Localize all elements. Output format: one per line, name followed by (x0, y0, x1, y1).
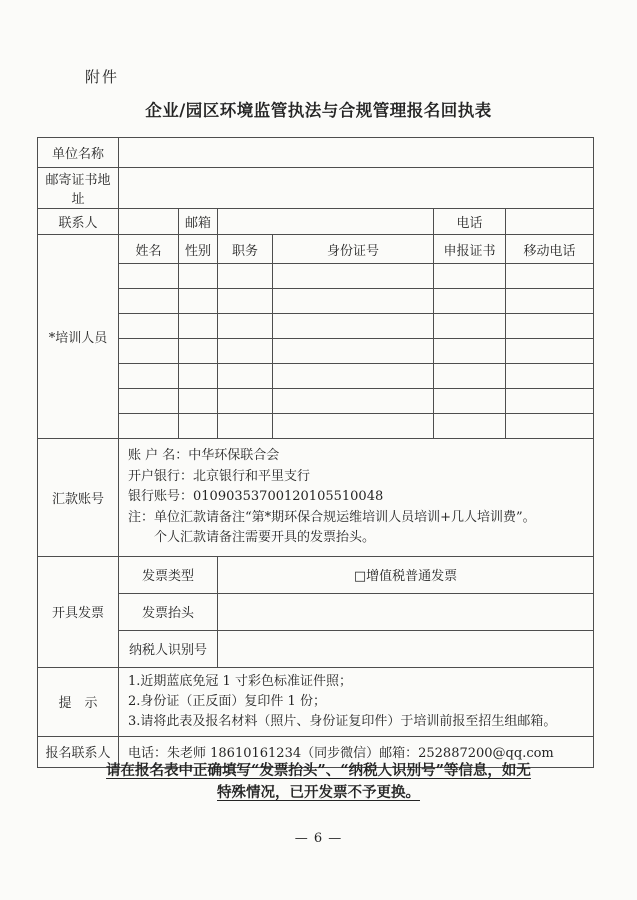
trainee-empty-cell (179, 389, 218, 414)
trainee-col-certificate: 申报证书 (434, 235, 506, 264)
registration-form-table (37, 137, 594, 768)
registration-contact-label: 报名联系人 (38, 736, 119, 767)
trainee-empty-cell (434, 289, 506, 314)
trainee-col-name: 姓名 (119, 235, 179, 264)
trainee-empty-cell (434, 364, 506, 389)
remittance-row (38, 439, 594, 557)
remittance-account-name: 账 户 名：中华环保联合会 (128, 448, 280, 463)
tips-item-1: 1.近期蓝底免冠 1 寸彩色标准证件照； (128, 673, 352, 689)
trainee-empty-cell (119, 314, 179, 339)
trainee-empty-cell (179, 364, 218, 389)
trainee-empty-row (38, 264, 594, 289)
trainee-empty-cell (273, 264, 434, 289)
contact-label: 联系人 (38, 209, 119, 235)
contact-email-cell (218, 209, 434, 235)
trainee-empty-cell (273, 339, 434, 364)
tips-row (38, 667, 594, 736)
invoice-type-label: 发票类型 (119, 556, 218, 593)
invoice-type-value: □增值税普通发票 (218, 556, 594, 593)
remittance-note-line1: 注：单位汇款请备注“第*期环保合规运维培训人员培训+几人培训费”。 (128, 509, 536, 525)
form-table-body (38, 138, 594, 768)
trainee-empty-cell (434, 339, 506, 364)
tips-label: 提 示 (38, 667, 119, 736)
remittance-lines (128, 440, 590, 555)
trainee-empty-cell (218, 389, 273, 414)
trainees-label: *培训人员 (38, 235, 119, 439)
trainee-empty-cell (506, 389, 594, 414)
trainee-empty-cell (179, 314, 218, 339)
trainee-empty-cell (179, 414, 218, 439)
trainee-col-gender: 性别 (179, 235, 218, 264)
unit-name-label: 单位名称 (38, 138, 119, 168)
trainee-empty-row (38, 389, 594, 414)
trainee-empty-cell (179, 289, 218, 314)
trainee-col-position: 职务 (218, 235, 273, 264)
trainee-empty-row (38, 339, 594, 364)
trainee-empty-cell (119, 389, 179, 414)
mailing-address-value-cell (119, 168, 594, 209)
trainee-empty-cell (119, 339, 179, 364)
trainee-empty-cell (506, 414, 594, 439)
tips-lines (128, 672, 590, 732)
invoice-type-row (38, 556, 594, 593)
trainee-empty-cell (434, 389, 506, 414)
trainee-empty-cell (506, 314, 594, 339)
trainee-empty-row (38, 289, 594, 314)
invoice-header-label: 发票抬头 (119, 593, 218, 630)
trainee-empty-cell (218, 364, 273, 389)
unit-name-row (38, 138, 594, 168)
page-number: — 6 — (294, 831, 343, 846)
footer-note-line1: 请在报名表中正确填写“发票抬头”、“纳税人识别号”等信息，如无 (106, 762, 531, 779)
taxpayer-id-value-cell (218, 630, 594, 667)
trainee-empty-cell (218, 289, 273, 314)
trainee-empty-cell (506, 264, 594, 289)
trainee-empty-cell (273, 289, 434, 314)
unit-name-value-cell (119, 138, 594, 168)
contact-email-label: 邮箱 (179, 209, 218, 235)
trainee-empty-cell (273, 314, 434, 339)
remittance-bank: 开户银行：北京银行和平里支行 (128, 468, 311, 484)
page-title: 企业/园区环境监管执法与合规管理报名回执表 (145, 101, 492, 120)
trainee-empty-cell (119, 414, 179, 439)
invoice-header-row (38, 593, 594, 630)
invoice-label: 开具发票 (38, 556, 119, 667)
contact-name-cell (119, 209, 179, 235)
trainee-empty-cell (434, 314, 506, 339)
trainee-empty-row (38, 414, 594, 439)
footer-note (0, 760, 637, 804)
trainee-empty-cell (218, 264, 273, 289)
trainee-empty-cell (434, 264, 506, 289)
trainee-empty-cell (179, 339, 218, 364)
remittance-note-line2: 个人汇款请备注需要开具的发票抬头。 (128, 530, 376, 545)
trainee-empty-cell (506, 289, 594, 314)
trainee-empty-cell (506, 339, 594, 364)
attachment-label: 附件 (85, 68, 120, 86)
trainee-empty-cell (506, 364, 594, 389)
trainee-empty-row (38, 314, 594, 339)
invoice-header-value-cell (218, 593, 594, 630)
mailing-address-label: 邮寄证书地址 (38, 168, 119, 209)
trainee-col-id-number: 身份证号 (273, 235, 434, 264)
trainee-empty-cell (119, 364, 179, 389)
trainee-empty-cell (434, 414, 506, 439)
footer-note-line2: 特殊情况，已开发票不予更换。 (217, 784, 420, 801)
trainee-header-row (38, 235, 594, 264)
contact-phone-cell (506, 209, 594, 235)
trainee-empty-cell (273, 414, 434, 439)
contact-phone-label: 电话 (434, 209, 506, 235)
remittance-account-number: 银行账号：01090353700120105510048 (128, 489, 384, 504)
trainee-empty-cell (119, 264, 179, 289)
trainee-empty-cell (218, 339, 273, 364)
trainee-col-mobile: 移动电话 (506, 235, 594, 264)
taxpayer-id-label: 纳税人识别号 (119, 630, 218, 667)
registration-contact-value: 电话：朱老师 18610161234（同步微信）邮箱：252887200@qq.com (119, 736, 594, 767)
trainee-empty-cell (273, 389, 434, 414)
tips-item-2: 2.身份证（正反面）复印件 1 份； (128, 693, 326, 709)
trainee-empty-cell (179, 264, 218, 289)
tips-content-cell (119, 667, 594, 736)
trainee-empty-cell (119, 289, 179, 314)
remittance-label: 汇款账号 (38, 439, 119, 557)
taxpayer-id-row (38, 630, 594, 667)
tips-item-3: 3.请将此表及报名材料（照片、身份证复印件）于培训前报至招生组邮箱。 (128, 713, 557, 729)
mailing-address-row (38, 168, 594, 209)
trainee-empty-cell (218, 414, 273, 439)
remittance-info-cell (119, 439, 594, 557)
trainee-empty-row (38, 364, 594, 389)
trainee-empty-cell (218, 314, 273, 339)
trainee-empty-cell (273, 364, 434, 389)
contact-row (38, 209, 594, 235)
